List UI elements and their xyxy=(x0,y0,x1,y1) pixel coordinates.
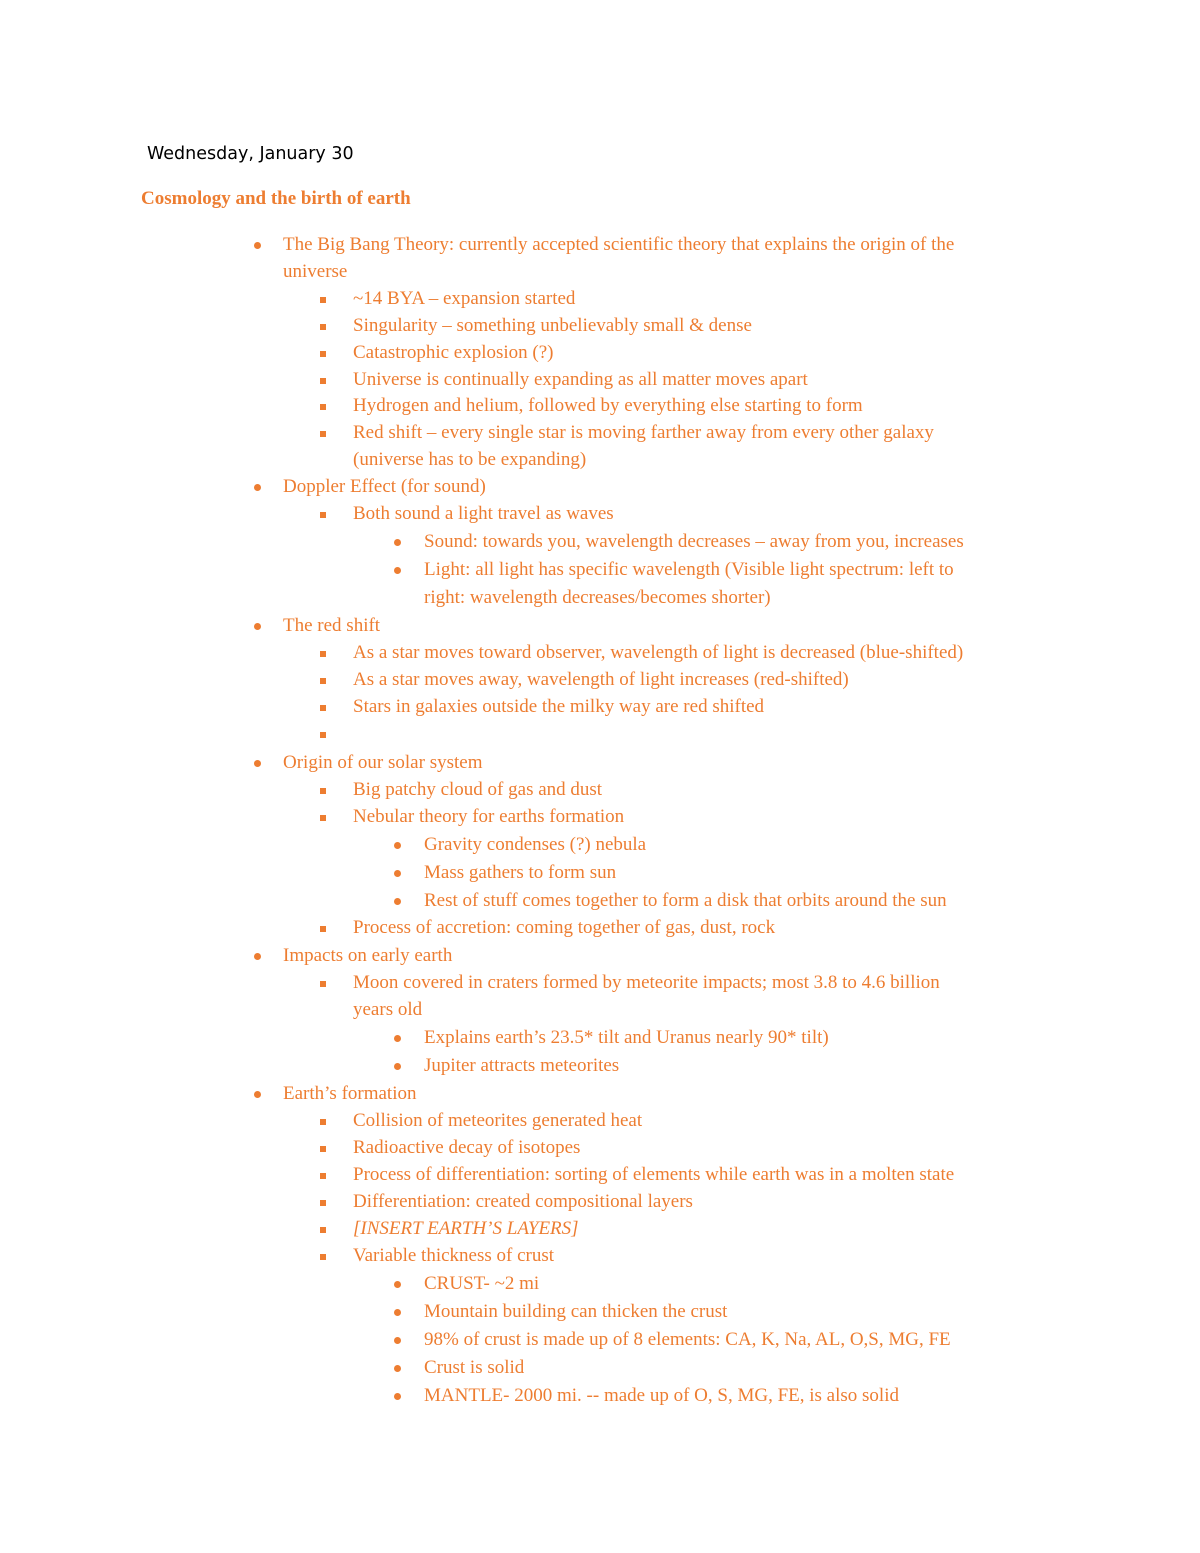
note-item-level-2: Catastrophic explosion (?) xyxy=(353,342,554,363)
note-item-level-2: Process of accretion: coming together of gas, dust, rock xyxy=(353,917,776,938)
note-item-level-1: Earth’s formation xyxy=(283,1083,417,1104)
note-item-level-1: Impacts on early earth xyxy=(283,945,453,966)
square-bullet-icon xyxy=(320,1200,326,1206)
round-bullet-icon xyxy=(394,1393,401,1400)
square-bullet-icon xyxy=(320,651,326,657)
round-bullet-icon xyxy=(394,1365,401,1372)
square-bullet-icon xyxy=(320,512,326,518)
square-bullet-icon xyxy=(320,678,326,684)
note-item-level-3: CRUST- ~2 mi xyxy=(424,1273,540,1294)
note-item-level-2: Radioactive decay of isotopes xyxy=(353,1137,581,1158)
note-item-level-3: Explains earth’s 23.5* tilt and Uranus nearly 90* tilt) xyxy=(424,1027,829,1048)
square-bullet-icon xyxy=(320,981,326,987)
note-item-level-1: Origin of our solar system xyxy=(283,752,483,773)
note-item-level-3: MANTLE- 2000 mi. -- made up of O, S, MG, FE, is also solid xyxy=(424,1385,899,1406)
note-item-level-2: Both sound a light travel as waves xyxy=(353,503,614,524)
square-bullet-icon xyxy=(320,324,326,330)
note-item-level-3: Sound: towards you, wavelength decreases – away from you, increases xyxy=(424,531,964,552)
square-bullet-icon xyxy=(320,732,326,738)
note-item-level-3: Light: all light has specific wavelength (Visible light spectrum: left to xyxy=(424,559,954,580)
square-bullet-icon xyxy=(320,788,326,794)
note-item-level-2: As a star moves away, wavelength of light increases (red-shifted) xyxy=(353,669,849,690)
square-bullet-icon xyxy=(320,378,326,384)
round-bullet-icon xyxy=(394,539,401,546)
note-item-level-2: years old xyxy=(353,999,423,1020)
square-bullet-icon xyxy=(320,815,326,821)
note-item-level-3: Rest of stuff comes together to form a disk that orbits around the sun xyxy=(424,890,947,911)
square-bullet-icon xyxy=(320,1173,326,1179)
note-date: Wednesday, January 30 xyxy=(147,144,354,164)
note-item-level-2: [INSERT EARTH’S LAYERS] xyxy=(353,1218,579,1239)
note-item-level-3: Crust is solid xyxy=(424,1357,525,1378)
note-item-level-1: The Big Bang Theory: currently accepted scientific theory that explains the origin of the xyxy=(283,234,955,255)
square-bullet-icon xyxy=(320,1146,326,1152)
square-bullet-icon xyxy=(320,431,326,437)
note-item-level-2: Process of differentiation: sorting of elements while earth was in a molten state xyxy=(353,1164,955,1185)
round-bullet-icon xyxy=(394,1035,401,1042)
round-bullet-icon xyxy=(254,484,261,491)
square-bullet-icon xyxy=(320,404,326,410)
square-bullet-icon xyxy=(320,351,326,357)
note-item-level-2: Nebular theory for earths formation xyxy=(353,806,625,827)
note-item-level-3: Mountain building can thicken the crust xyxy=(424,1301,728,1322)
round-bullet-icon xyxy=(394,1063,401,1070)
note-item-level-3: 98% of crust is made up of 8 elements: CA, K, Na, AL, O,S, MG, FE xyxy=(424,1329,951,1350)
note-item-level-1: The red shift xyxy=(283,615,381,636)
round-bullet-icon xyxy=(394,842,401,849)
round-bullet-icon xyxy=(394,1337,401,1344)
square-bullet-icon xyxy=(320,297,326,303)
note-item-level-2: Variable thickness of crust xyxy=(353,1245,555,1266)
round-bullet-icon xyxy=(254,623,261,630)
square-bullet-icon xyxy=(320,1227,326,1233)
note-title: Cosmology and the birth of earth xyxy=(141,188,411,209)
note-item-level-2: Stars in galaxies outside the milky way are red shifted xyxy=(353,696,765,717)
note-item-level-2: As a star moves toward observer, wavelength of light is decreased (blue-shifted) xyxy=(353,642,964,663)
note-item-level-2: Collision of meteorites generated heat xyxy=(353,1110,643,1131)
note-item-level-3: Jupiter attracts meteorites xyxy=(424,1055,620,1076)
note-item-level-2: (universe has to be expanding) xyxy=(353,449,587,470)
note-item-level-3: Mass gathers to form sun xyxy=(424,862,617,883)
square-bullet-icon xyxy=(320,926,326,932)
note-item-level-1: Doppler Effect (for sound) xyxy=(283,476,486,497)
round-bullet-icon xyxy=(394,1281,401,1288)
round-bullet-icon xyxy=(394,870,401,877)
note-item-level-2: Red shift – every single star is moving farther away from every other galaxy xyxy=(353,422,934,443)
note-item-level-2: Singularity – something unbelievably small & dense xyxy=(353,315,752,336)
note-item-level-2: Universe is continually expanding as all matter moves apart xyxy=(353,369,808,390)
round-bullet-icon xyxy=(254,242,261,249)
note-item-level-2: Hydrogen and helium, followed by everything else starting to form xyxy=(353,395,863,416)
note-item-level-1: universe xyxy=(283,261,348,282)
note-item-level-3: right: wavelength decreases/becomes shorter) xyxy=(424,587,771,608)
round-bullet-icon xyxy=(254,760,261,767)
note-item-level-3: Gravity condenses (?) nebula xyxy=(424,834,647,855)
square-bullet-icon xyxy=(320,705,326,711)
round-bullet-icon xyxy=(254,953,261,960)
square-bullet-icon xyxy=(320,1254,326,1260)
note-item-level-2: Differentiation: created compositional layers xyxy=(353,1191,693,1212)
note-item-level-2: Big patchy cloud of gas and dust xyxy=(353,779,603,800)
round-bullet-icon xyxy=(394,567,401,574)
round-bullet-icon xyxy=(394,898,401,905)
note-item-level-2: ~14 BYA – expansion started xyxy=(353,288,576,309)
note-item-level-2: Moon covered in craters formed by meteorite impacts; most 3.8 to 4.6 billion xyxy=(353,972,940,993)
square-bullet-icon xyxy=(320,1119,326,1125)
round-bullet-icon xyxy=(254,1091,261,1098)
round-bullet-icon xyxy=(394,1309,401,1316)
